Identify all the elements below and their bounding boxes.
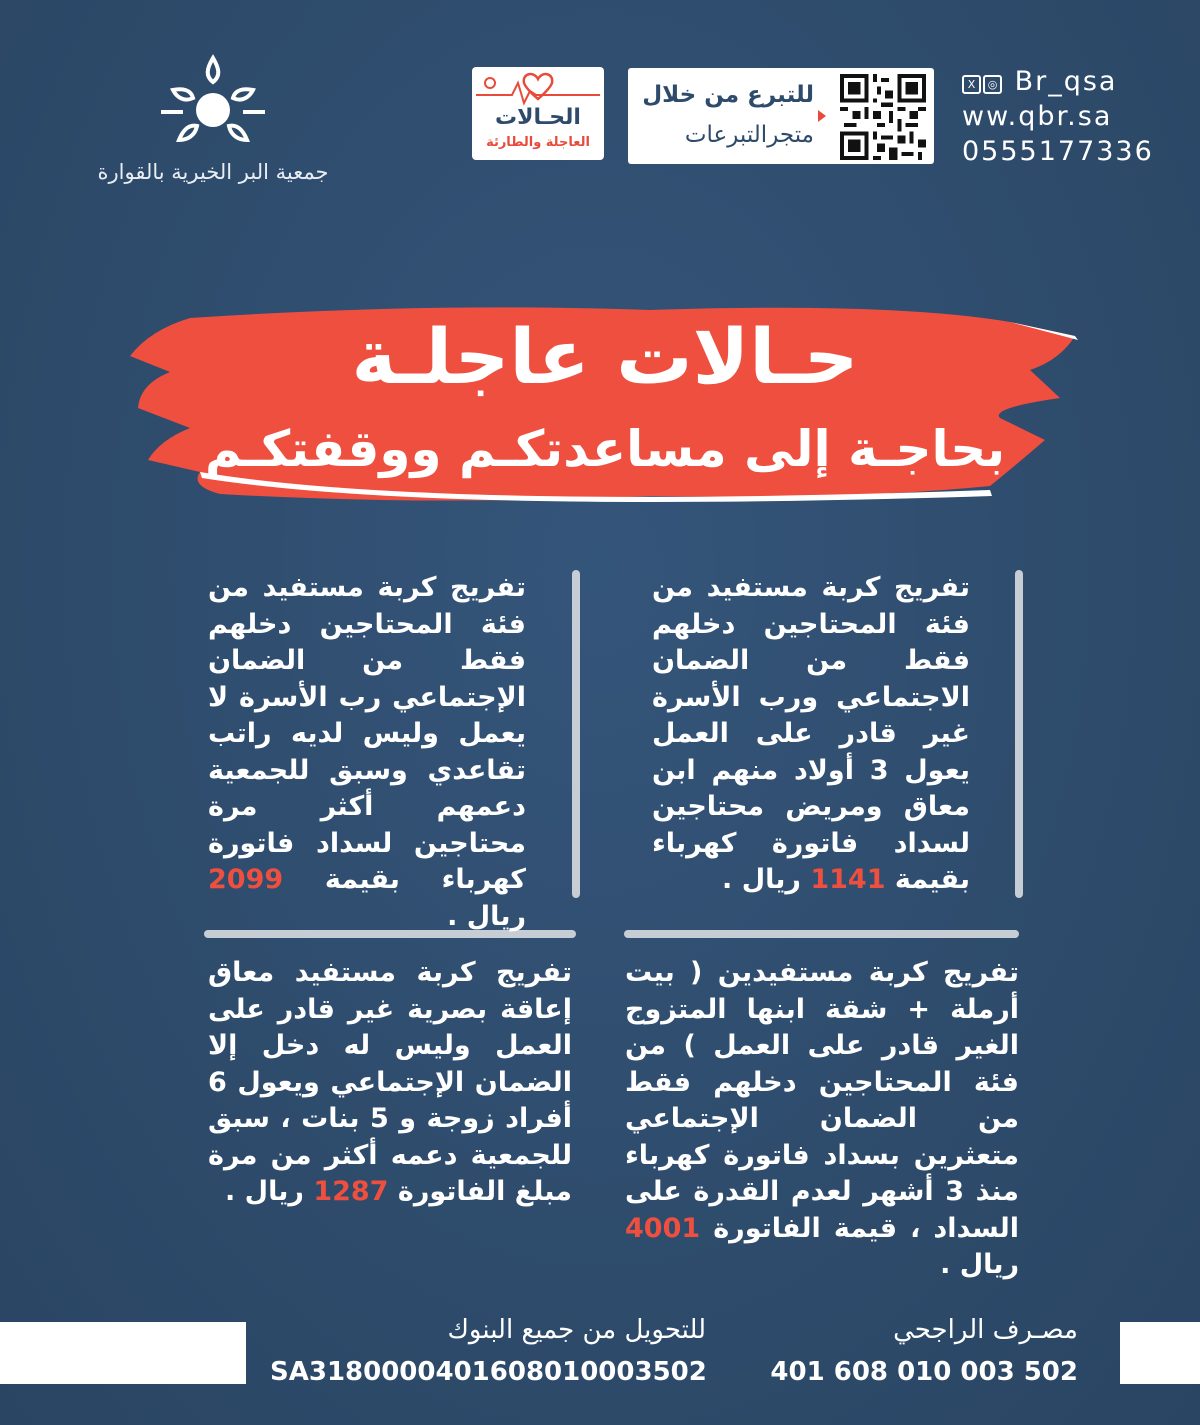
arrow-right-icon (818, 110, 826, 122)
banner-subtitle: بحاجـة إلى مساعدتكـم ووقفتكـم (204, 420, 1006, 478)
case-amount: 1141 (810, 864, 886, 895)
contact-info (962, 64, 1162, 169)
case-card (652, 570, 970, 899)
case-card (208, 955, 572, 1211)
donate-line-2: متجرالتبرعات (684, 122, 814, 148)
heart-pulse-icon (472, 69, 604, 109)
instagram-icon[interactable]: ◎ (983, 75, 1002, 94)
bank-name: مصـرف الراجحي (893, 1315, 1078, 1345)
social-handle-row[interactable] (962, 64, 1162, 99)
case-currency: ريال . (225, 1176, 304, 1207)
transfer-info (270, 1315, 706, 1387)
footer-right-block (1120, 1322, 1200, 1384)
case-text: تفريج كربة مستفيد من فئة المحتاجين دخلهم فقط من الضمان الإجتماعي رب الأسرة لا يعمل وليس لديه راتب تقاعدي وسبق للجمعية دعمهم أكثر مرة محتاجين لسداد فاتورة كهرباء بقيمة (208, 572, 526, 895)
donate-line-1: للتبرع من خلال (642, 82, 814, 108)
case-currency: ريال . (447, 900, 526, 932)
urgent-cases-badge (472, 67, 604, 160)
case-text: تفريج كربة مستفيد معاق إعاقة بصرية غير قادر على العمل وليس له دخل إلا الضمان الإجتماعي ويعول 6 أفراد زوجة و 5 بنات ، سبق للجمعية دعمه أكثر من مرة مبلغ الفاتورة (208, 957, 573, 1207)
badge-subtitle: العاجلة والطارئة (486, 135, 590, 150)
donate-store-box[interactable] (628, 68, 934, 164)
website[interactable]: ww.qbr.sa (962, 101, 1113, 132)
case-text: تفريج كربة مستفيدين ( بيت أرملة + شقة ابنها المتزوج الغير قادر على العمل ) من فئة المحتاجين دخلهم فقط من الضمان الإجتماعي متعثرين بسداد فاتورة كهرباء منذ 3 أشهر لعدم القدرة على السداد ، قيمة الفاتورة (625, 957, 1019, 1244)
divider-vertical-right (1015, 570, 1023, 898)
divider-horizontal-right (624, 930, 1019, 938)
banner-title: حـالات عاجلـة (351, 312, 859, 401)
charity-name: جمعية البر الخيرية بالقوارة (97, 160, 329, 184)
qr-code-icon[interactable] (840, 74, 926, 160)
charity-logo-icon (153, 52, 273, 152)
bank-info (770, 1315, 1078, 1387)
divider-vertical-left (572, 570, 580, 898)
x-social-icon[interactable]: X (962, 75, 981, 94)
badge-title: الحـالات (495, 105, 581, 130)
case-card (208, 570, 526, 935)
case-currency: ريال . (722, 864, 801, 895)
case-text: تفريج كربة مستفيد من فئة المحتاجين دخلهم فقط من الضمان الاجتماعي ورب الأسرة غير قادر على العمل يعول 3 أولاد منهم ابن معاق ومريض محتاجين لسداد فاتورة كهرباء بقيمة (652, 572, 970, 895)
transfer-label: للتحويل من جميع البنوك (447, 1315, 706, 1345)
account-number[interactable]: 401 608 010 003 502 (770, 1357, 1078, 1387)
social-handle: Br_qsa (1014, 66, 1118, 97)
case-amount: 2099 (208, 864, 284, 895)
iban-number[interactable]: SA3180000401608010003502 (270, 1357, 707, 1387)
case-currency: ريال . (940, 1249, 1019, 1280)
charity-logo (78, 52, 348, 202)
case-amount: 1287 (313, 1176, 389, 1207)
case-amount: 4001 (625, 1212, 701, 1244)
footer-left-block (0, 1322, 246, 1384)
phone-number[interactable]: 0555177336 (962, 136, 1154, 167)
case-card (625, 955, 1019, 1284)
